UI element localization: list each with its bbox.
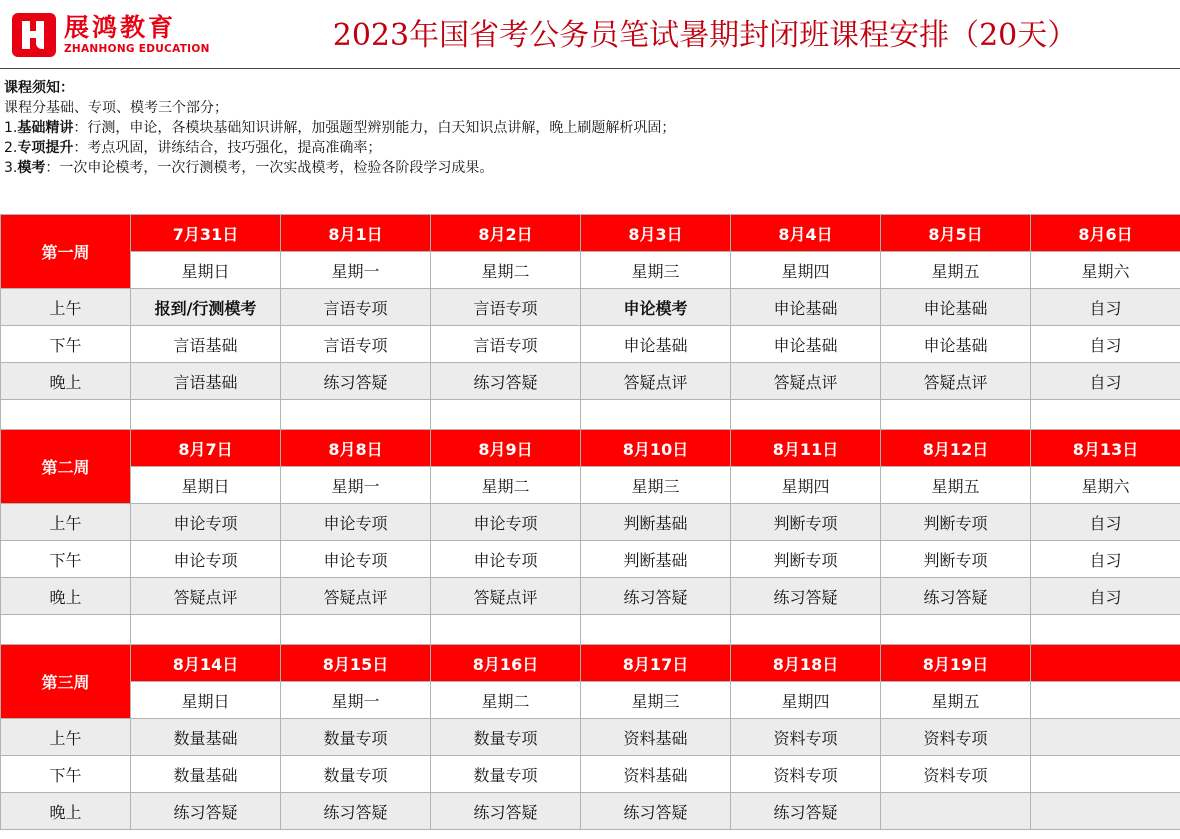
slot-row-afternoon — [1, 756, 1180, 793]
course-cell: 资料专项 — [881, 756, 1031, 793]
course-cell: 判断基础 — [581, 504, 731, 541]
course-cell: 数量专项 — [431, 719, 581, 756]
course-cell: 自习 — [1031, 326, 1180, 363]
weekday-cell — [1031, 682, 1180, 719]
spacer-cell — [881, 615, 1031, 645]
course-cell: 练习答疑 — [881, 578, 1031, 615]
weekday-cell: 星期四 — [731, 682, 881, 719]
slot-label: 下午 — [1, 326, 131, 363]
slot-row-afternoon — [1, 541, 1180, 578]
week-label: 第二周 — [1, 430, 131, 504]
weekday-row — [1, 467, 1180, 504]
spacer-cell — [581, 400, 731, 430]
course-cell: 资料基础 — [581, 719, 731, 756]
course-cell: 答疑点评 — [281, 578, 431, 615]
course-cell: 练习答疑 — [131, 793, 281, 830]
slot-label: 下午 — [1, 541, 131, 578]
slot-row-morning — [1, 289, 1180, 326]
course-notes — [4, 78, 675, 178]
weekday-cell: 星期日 — [131, 252, 281, 289]
date-cell: 8月12日 — [881, 430, 1031, 467]
course-cell: 练习答疑 — [731, 793, 881, 830]
course-cell: 言语专项 — [281, 326, 431, 363]
spacer-cell — [1, 400, 131, 430]
course-cell: 判断专项 — [731, 541, 881, 578]
week-label: 第三周 — [1, 645, 131, 719]
notes-item-label: 专项提升 — [17, 140, 74, 156]
spacer-cell — [731, 615, 881, 645]
course-cell: 数量专项 — [281, 756, 431, 793]
slot-label: 上午 — [1, 504, 131, 541]
course-cell: 自习 — [1031, 504, 1180, 541]
weekday-cell: 星期三 — [581, 252, 731, 289]
date-cell: 8月9日 — [431, 430, 581, 467]
logo-icon — [12, 13, 56, 57]
weekday-row — [1, 682, 1180, 719]
date-cell: 8月14日 — [131, 645, 281, 682]
slot-row-evening — [1, 793, 1180, 830]
slot-row-afternoon — [1, 326, 1180, 363]
course-cell: 答疑点评 — [131, 578, 281, 615]
course-cell: 言语专项 — [431, 326, 581, 363]
week-label: 第一周 — [1, 215, 131, 289]
course-cell: 言语基础 — [131, 326, 281, 363]
weekday-cell: 星期一 — [281, 682, 431, 719]
course-cell: 自习 — [1031, 363, 1180, 400]
date-cell: 8月3日 — [581, 215, 731, 252]
spacer-cell — [281, 615, 431, 645]
schedule-table — [0, 214, 1180, 830]
course-cell — [1031, 756, 1180, 793]
date-row — [1, 645, 1180, 682]
course-cell: 报到/行测模考 — [131, 289, 281, 326]
course-cell: 练习答疑 — [431, 363, 581, 400]
weekday-cell: 星期二 — [431, 252, 581, 289]
course-cell: 自习 — [1031, 541, 1180, 578]
spacer-cell — [1, 615, 131, 645]
course-cell: 数量基础 — [131, 756, 281, 793]
course-cell: 数量专项 — [431, 756, 581, 793]
page-title: 2023年国省考公务员笔试暑期封闭班课程安排（20天） — [332, 18, 1078, 53]
course-cell: 申论专项 — [131, 541, 281, 578]
course-cell: 数量基础 — [131, 719, 281, 756]
course-cell: 答疑点评 — [581, 363, 731, 400]
course-cell: 数量专项 — [281, 719, 431, 756]
spacer-cell — [281, 400, 431, 430]
date-cell: 8月2日 — [431, 215, 581, 252]
date-cell: 8月15日 — [281, 645, 431, 682]
date-row — [1, 215, 1180, 252]
course-cell: 练习答疑 — [581, 793, 731, 830]
weekday-row — [1, 252, 1180, 289]
course-cell: 判断专项 — [881, 504, 1031, 541]
course-cell: 资料专项 — [881, 719, 1031, 756]
date-cell: 7月31日 — [131, 215, 281, 252]
spacer-cell — [431, 615, 581, 645]
weekday-cell: 星期三 — [581, 467, 731, 504]
course-cell: 判断基础 — [581, 541, 731, 578]
weekday-cell: 星期六 — [1031, 467, 1180, 504]
date-row — [1, 430, 1180, 467]
brand-logo — [12, 12, 210, 58]
slot-label: 晚上 — [1, 578, 131, 615]
notes-item: 3.模考：一次申论模考，一次行测模考，一次实战模考，检验各阶段学习成果。 — [4, 160, 494, 176]
course-cell: 判断专项 — [731, 504, 881, 541]
date-cell: 8月7日 — [131, 430, 281, 467]
course-cell: 练习答疑 — [281, 793, 431, 830]
slot-label: 晚上 — [1, 363, 131, 400]
weekday-cell: 星期四 — [731, 467, 881, 504]
slot-label: 下午 — [1, 756, 131, 793]
course-cell: 申论基础 — [581, 326, 731, 363]
course-cell: 申论专项 — [431, 541, 581, 578]
notes-intro: 课程分基础、专项、模考三个部分； — [4, 100, 228, 116]
course-cell: 言语基础 — [131, 363, 281, 400]
date-cell: 8月13日 — [1031, 430, 1180, 467]
course-cell: 申论专项 — [281, 541, 431, 578]
course-cell: 言语专项 — [281, 289, 431, 326]
course-cell: 练习答疑 — [281, 363, 431, 400]
course-cell: 答疑点评 — [431, 578, 581, 615]
date-cell: 8月19日 — [881, 645, 1031, 682]
spacer-cell — [1031, 615, 1180, 645]
course-cell: 资料专项 — [731, 719, 881, 756]
course-cell — [1031, 793, 1180, 830]
course-cell: 申论基础 — [731, 326, 881, 363]
date-cell: 8月17日 — [581, 645, 731, 682]
course-cell: 申论专项 — [431, 504, 581, 541]
course-cell — [881, 793, 1031, 830]
spacer-cell — [881, 400, 1031, 430]
course-cell — [1031, 719, 1180, 756]
weekday-cell: 星期二 — [431, 467, 581, 504]
date-cell: 8月18日 — [731, 645, 881, 682]
date-cell: 8月5日 — [881, 215, 1031, 252]
weekday-cell: 星期六 — [1031, 252, 1180, 289]
notes-item: 2.专项提升：考点巩固，讲练结合，技巧强化，提高准确率； — [4, 140, 382, 156]
course-cell: 练习答疑 — [581, 578, 731, 615]
notes-item-label: 基础精讲 — [17, 120, 74, 136]
weekday-cell: 星期四 — [731, 252, 881, 289]
course-cell: 答疑点评 — [881, 363, 1031, 400]
logo-chinese-name: 展鸿教育 — [64, 13, 177, 42]
weekday-cell: 星期一 — [281, 467, 431, 504]
spacer-cell — [131, 400, 281, 430]
weekday-cell: 星期五 — [881, 467, 1031, 504]
slot-label: 晚上 — [1, 793, 131, 830]
spacer-cell — [581, 615, 731, 645]
date-cell: 8月1日 — [281, 215, 431, 252]
date-cell: 8月16日 — [431, 645, 581, 682]
weekday-cell: 星期一 — [281, 252, 431, 289]
notes-item: 1.基础精讲：行测，申论，各模块基础知识讲解，加强题型辨别能力，白天知识点讲解，晚上刷题解析巩固； — [4, 120, 676, 136]
course-cell: 申论专项 — [131, 504, 281, 541]
course-cell: 自习 — [1031, 578, 1180, 615]
spacer-cell — [731, 400, 881, 430]
date-cell: 8月8日 — [281, 430, 431, 467]
course-cell: 资料基础 — [581, 756, 731, 793]
weekday-cell: 星期五 — [881, 252, 1031, 289]
slot-row-morning — [1, 504, 1180, 541]
course-cell: 申论模考 — [581, 289, 731, 326]
course-cell: 练习答疑 — [431, 793, 581, 830]
date-cell: 8月4日 — [731, 215, 881, 252]
course-cell: 申论基础 — [731, 289, 881, 326]
course-cell: 资料专项 — [731, 756, 881, 793]
course-cell: 答疑点评 — [731, 363, 881, 400]
slot-row-evening — [1, 363, 1180, 400]
notes-heading: 课程须知： — [4, 80, 74, 96]
slot-label: 上午 — [1, 289, 131, 326]
course-cell: 申论基础 — [881, 326, 1031, 363]
logo-english-name: ZHANHONG EDUCATION — [64, 43, 210, 55]
course-cell: 申论专项 — [281, 504, 431, 541]
course-cell: 申论基础 — [881, 289, 1031, 326]
spacer-cell — [1031, 400, 1180, 430]
weekday-cell: 星期日 — [131, 682, 281, 719]
course-cell: 自习 — [1031, 289, 1180, 326]
course-cell: 练习答疑 — [731, 578, 881, 615]
date-cell: 8月11日 — [731, 430, 881, 467]
spacer-cell — [131, 615, 281, 645]
weekday-cell: 星期二 — [431, 682, 581, 719]
weekday-cell: 星期日 — [131, 467, 281, 504]
slot-row-morning — [1, 719, 1180, 756]
spacer-row — [1, 400, 1180, 430]
slot-row-evening — [1, 578, 1180, 615]
slot-label: 上午 — [1, 719, 131, 756]
date-cell — [1031, 645, 1180, 682]
page-header — [0, 0, 1180, 69]
spacer-cell — [431, 400, 581, 430]
date-cell: 8月6日 — [1031, 215, 1180, 252]
course-cell: 言语专项 — [431, 289, 581, 326]
notes-item-label: 模考 — [17, 160, 46, 176]
weekday-cell: 星期五 — [881, 682, 1031, 719]
course-cell: 判断专项 — [881, 541, 1031, 578]
date-cell: 8月10日 — [581, 430, 731, 467]
spacer-row — [1, 615, 1180, 645]
weekday-cell: 星期三 — [581, 682, 731, 719]
